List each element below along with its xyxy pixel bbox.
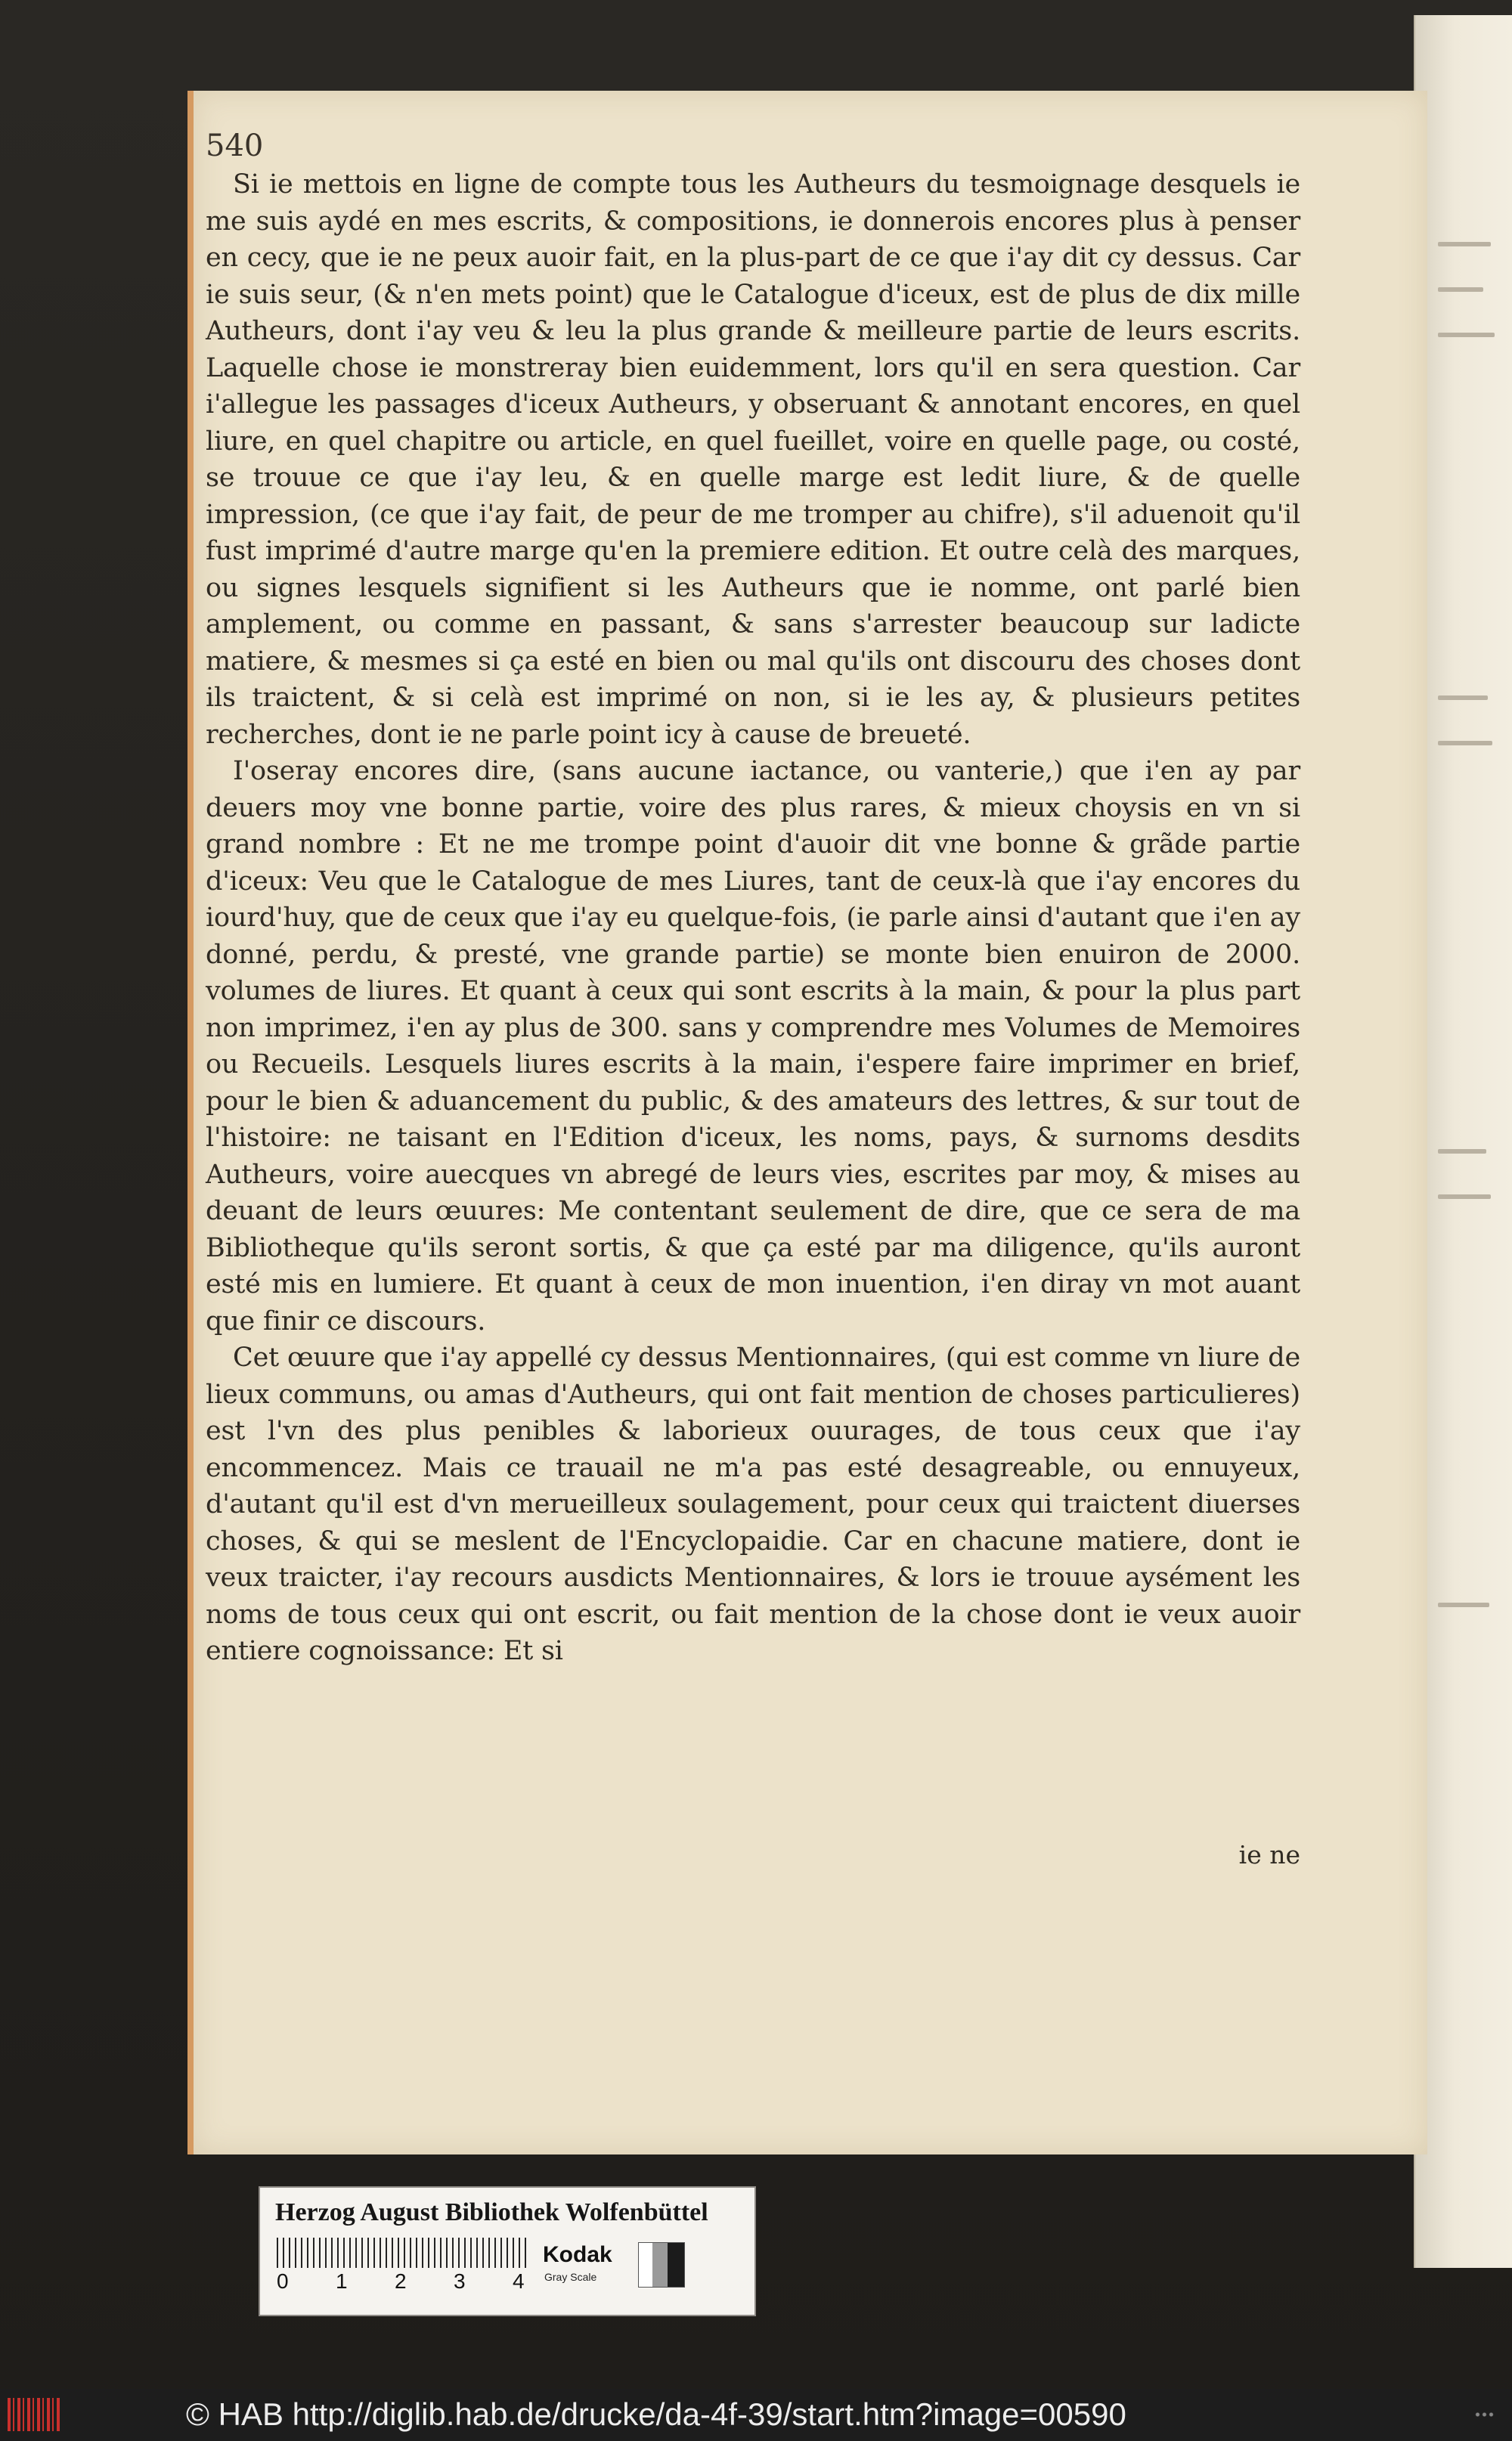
paragraph: I'oseray encores dire, (sans aucune iactance, ou vanterie,) que i'en ay par deuers moy vne bonne partie, voire des plus rares, & mieux choysis en vn si grand nombre : Et ne me trompe point d'auoir dit vne bonne & grãde partie d'iceux: Veu que le Catalogue de mes Liures, tant de ceux-là que i'ay encores du iourd'huy, que de ceux que i'ay eu quelque-fois, (ie parle ainsi d'autant que i'en ay donné, perdu, & presté, vne grande partie) se monte bien enuiron de 2000. volumes de liures. Et quant à ceux qui sont escrits à la main, & pour la plus part non imprimez, i'en ay plus de 300. sans y comprendre mes Volumes de Memoires ou Recueils. Lesquels liures escrits à la main, i'espere faire imprimer en brief, pour le bien & aduancement du public, & des amateurs des lettres, & sur tout de l'histoire: ne taisant en l'Edition d'iceux, les noms, pays, & surnoms desdits Autheurs, voire auecques vn abregé de leurs vies, escrites par moy, & mises au deuant de leurs œuures: Me contentant seulement de dire, que ce sera de ma Bibliotheque qu'ils seront sortis, & que ça esté par ma diligence, qu'ils auront esté mis en lumiere. Et quant à ceux de mon inuention, i'en diray vn mot auant que finir ce discours.	[206, 756, 1300, 1337]
paragraph: Si ie mettois en ligne de compte tous les Autheurs du tesmoignage desquels ie me suis aydé en mes escrits, & compositions, ie donnerois encores plus à penser en cecy, que ie ne peux auoir fait, en la plus-part de ce que i'ay dit cy dessus. Car ie suis seur, (& n'en mets point) que le Catalogue d'iceux, est de plus de dix mille Autheurs, dont i'ay veu & leu la plus grande & meilleure partie de leurs escrits. Laquelle chose ie monstreray bien euidemment, lors qu'il en sera question. Car i'allegue les passages d'iceux Autheurs, y obseruant & annotant encores, en quel liure, en quel chapitre ou article, en quel fueillet, voire en quelle page, ou costé, se trouue ce que i'ay leu, & en quelle marge est ledit liure, & de quelle impression, (ce que i'ay fait, de peur de me tromper au chifre), s'il aduenoit qu'il fust imprimé d'autre marge qu'en la premiere edition. Et outre celà des marques, ou signes lesquels signifient si les Autheurs que ie nomme, ont parlé bien amplement, ou comme en passant, & sans s'arrester beaucoup sur ladicte matiere, & mesmes si ça esté en bien ou mal qu'ils ont discouru des choses dont ils traictent, & si celà est imprimé on non, si ie les ay, & plusieurs petites recherches, dont ie ne parle point icy à cause de breueté.	[206, 169, 1300, 750]
catchword: ie ne	[1238, 1840, 1300, 1869]
adjacent-text-line	[1438, 1603, 1489, 1607]
footer-bar	[0, 2389, 1512, 2441]
library-name: Herzog August Bibliothek Wolfenbüttel	[275, 2198, 708, 2226]
kodak-label: Kodak	[543, 2242, 612, 2267]
adjacent-text-line	[1438, 333, 1495, 337]
adjacent-text-line	[1438, 695, 1488, 700]
ruler-number: 4	[513, 2269, 525, 2293]
adjacent-text-line	[1438, 1149, 1486, 1154]
more-dots-icon[interactable]	[1474, 2407, 1494, 2422]
barcode-icon	[8, 2398, 62, 2431]
page-number: 540	[206, 129, 264, 163]
adjacent-text-line	[1438, 1194, 1491, 1199]
ruler-number: 1	[336, 2269, 348, 2293]
ruler-number: 3	[454, 2269, 466, 2293]
ruler-numbers	[277, 2269, 534, 2300]
page-text	[206, 166, 1300, 1670]
ruler-number: 0	[277, 2269, 289, 2293]
color-target-card	[259, 2186, 756, 2316]
copyright-url[interactable]: © HAB http://diglib.hab.de/drucke/da-4f-39/start.htm?image=00590	[186, 2396, 1126, 2432]
gray-scale-label: Gray Scale	[544, 2271, 597, 2283]
paragraph: Cet œuure que i'ay appellé cy dessus Mentionnaires, (qui est comme vn liure de lieux communs, ou amas d'Autheurs, qui ont fait mention de choses particulieres) est l'vn des plus penibles & laborieux ouurages, de tous ceux que i'ay encommencez. Mais ce trauail ne m'a pas esté desagreable, ou ennuyeux, d'autant qu'il est d'vn merueilleux soulagement, pour ceux qui traictent diuerses choses, & qui se meslent de l'Encyclopaidie. Car en chacune matiere, dont ie veux traicter, i'ay recours ausdicts Mentionnaires, & lors ie trouue aysément les noms de tous ceux qui ont escrit, ou fait mention de la chose dont ie veux auoir entiere cognoissance: Et si	[206, 1343, 1300, 1666]
ruler-icon	[277, 2238, 526, 2268]
gray-scale-patch-icon	[638, 2242, 685, 2288]
adjacent-text-line	[1438, 287, 1483, 292]
ruler-number: 2	[395, 2269, 407, 2293]
adjacent-text-line	[1438, 741, 1492, 745]
adjacent-text-line	[1438, 242, 1491, 246]
adjacent-page-edge	[1414, 15, 1512, 2268]
